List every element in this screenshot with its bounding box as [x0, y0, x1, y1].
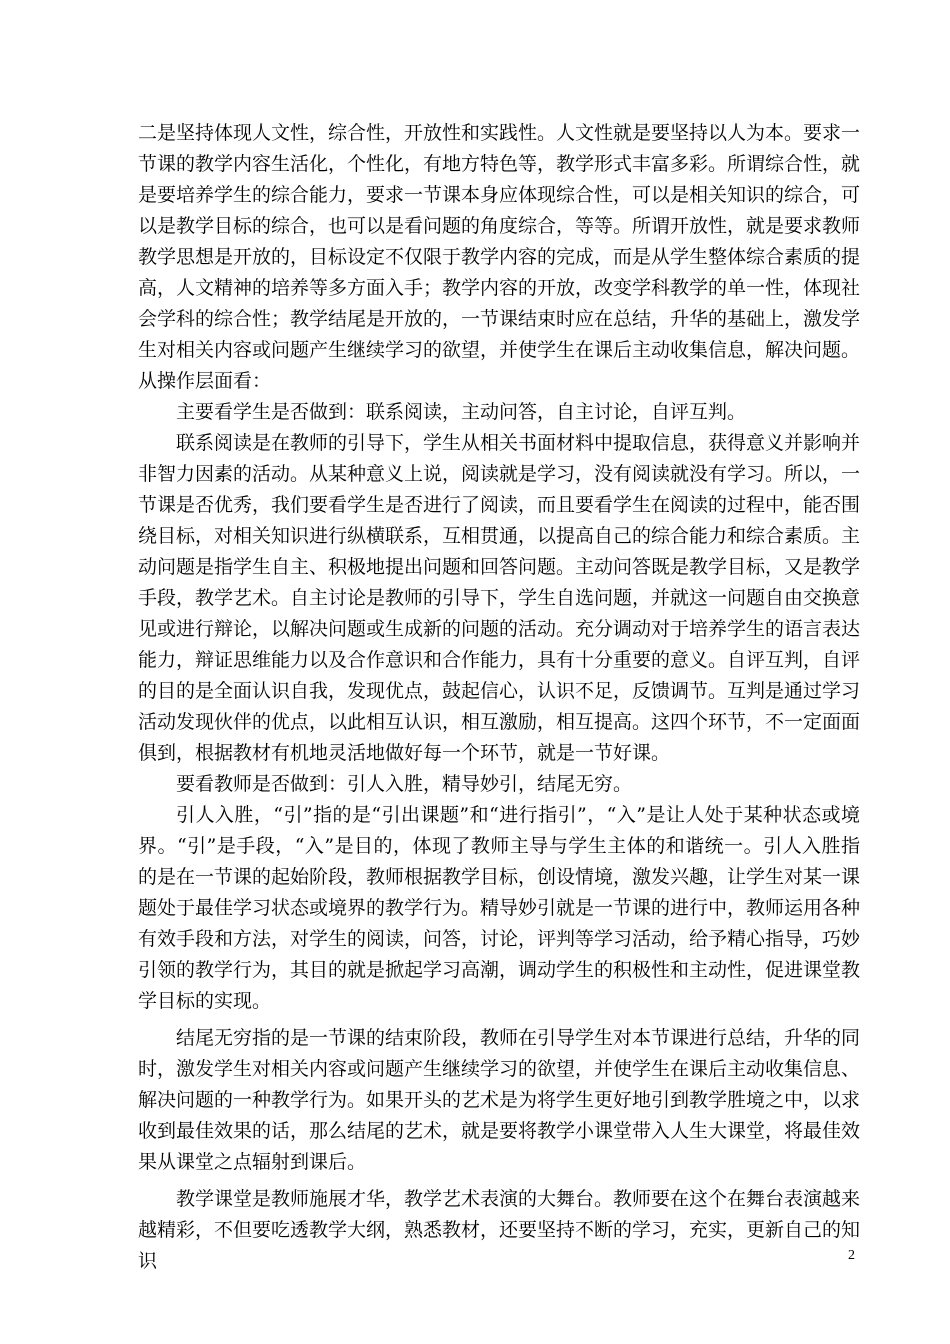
- paragraph-teacher-criteria: 要看教师是否做到：引人入胜，精导妙引，结尾无穷。: [176, 773, 633, 795]
- paragraph-open-ending: 结尾无穷指的是一节课的结束阶段，教师在引导学生对本节课进行总结，升华的同时，激发学生对相关内容或问题产生继续学习的欲望，并使学生在课后主动收集信息、解决问题的一种教学行为。如果开头的艺术是为将学生更好地引到教学胜境之中，以求收到最佳效果的话，那么结尾的艺术，就是要将教学小课堂带入人生大课堂，将最佳效果从课堂之点辐射到课后。: [138, 1027, 861, 1173]
- paragraph-student-criteria: 主要看学生是否做到：联系阅读，主动问答，自主讨论，自评互判。: [176, 401, 747, 423]
- paragraph-engaging-introduction: 引人入胜，“引”指的是“引出课题”和“进行指引”，“入”是让人处于某种状态或境界。“引”是手段，“入”是目的，体现了教师主导与学生主体的和谐统一。引人入胜指的是在一节课的起始阶段，教师根据教学目标，创设情境，激发兴趣，让学生对某一课题处于最佳学习状态或境界的教学行为。精导妙引就是一节课的进行中，教师运用各种有效手段和方法，对学生的阅读，问答，讨论，评判等学习活动，给予精心指导，巧妙引领的教学行为，其目的就是掀起学习高潮，调动学生的积极性和主动性，促进课堂教学目标的实现。: [138, 804, 861, 1012]
- paragraph-linked-reading: 联系阅读是在教师的引导下，学生从相关书面材料中提取信息，获得意义并影响并非智力因素的活动。从某种意义上说，阅读就是学习，没有阅读就没有学习。所以，一节课是否优秀，我们要看学生是否进行了阅读，而且要看学生在阅读的过程中，能否围绕目标，对相关知识进行纵横联系，互相贯通，以提高自己的综合能力和综合素质。主动问题是指学生自主、积极地提出问题和回答问题。主动问答既是教学目标，又是教学手段，教学艺术。自主讨论是教师的引导下，学生自选问题，并就这一问题自由交换意见或进行辩论，以解决问题或生成新的问题的活动。充分调动对于培养学生的语言表达能力，辩证思维能力以及合作意识和合作能力，具有十分重要的意义。自评互判，自评的目的是全面认识自我，发现优点，鼓起信心，认识不足，反馈调节。互判是通过学习活动发现伙伴的优点，以此相互认识，相互激励，相互提高。这四个环节，不一定面面俱到，根据教材有机地灵活地做好每一个环节，就是一节好课。: [138, 432, 861, 764]
- page-number: 2: [848, 1248, 855, 1263]
- paragraph-classroom-stage: 教学课堂是教师施展才华，教学艺术表演的大舞台。教师要在这个在舞台表演越来越精彩，不但要吃透教学大纲，熟悉教材，还要坚持不断的学习，充实，更新自己的知识: [138, 1188, 861, 1272]
- body-text: [138, 118, 860, 1277]
- paragraph-humanistic-comprehensive: 二是坚持体现人文性，综合性，开放性和实践性。人文性就是要坚持以人为本。要求一节课的教学内容生活化，个性化，有地方特色等，教学形式丰富多彩。所谓综合性，就是要培养学生的综合能力，要求一节课本身应体现综合性，可以是相关知识的综合，可以是教学目标的综合，也可以是看问题的角度综合，等等。所谓开放性，就是要求教师教学思想是开放的，目标设定不仅限于教学内容的完成，而是从学生整体综合素质的提高，人文精神的培养等多方面入手；教学内容的开放，改变学科教学的单一性，体现社会学科的综合性；教学结尾是开放的，一节课结束时应在总结，升华的基础上，激发学生对相关内容或问题产生继续学习的欲望，并使学生在课后主动收集信息，解决问题。从操作层面看：: [138, 122, 861, 392]
